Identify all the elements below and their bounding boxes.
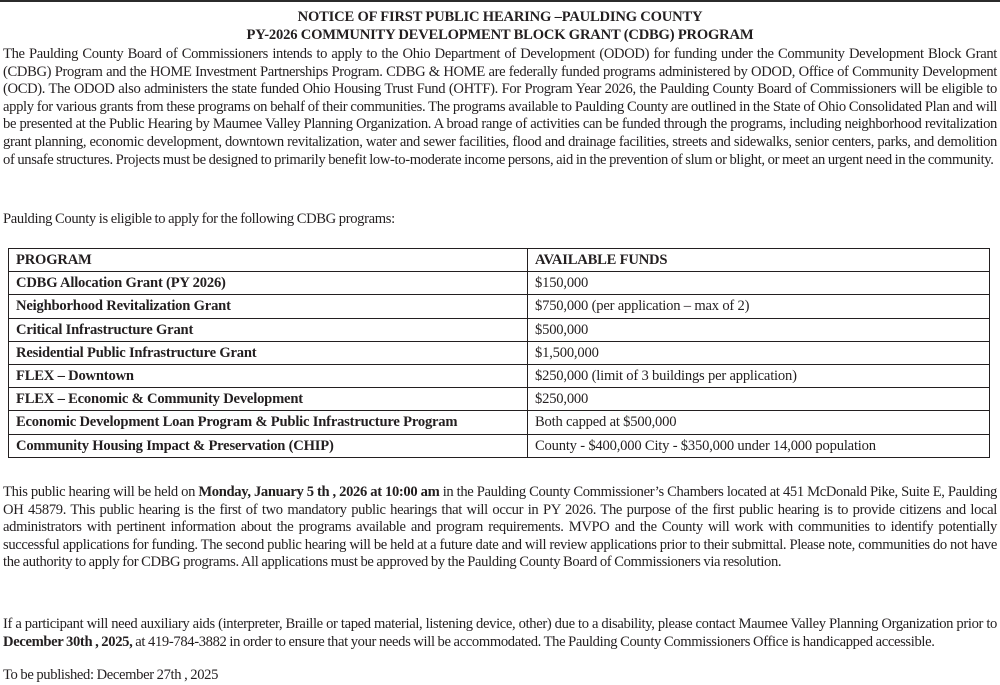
aids-text-body: at 419-784-3882 in order to ensure that your needs will be accommodated. The Paulding County Commissioners Office is handicapped accessible.	[132, 633, 935, 650]
notice-title-line-2: PY-2026 COMMUNITY DEVELOPMENT BLOCK GRANT (CDBG) PROGRAM	[246, 27, 754, 43]
top-border-rule	[0, 0, 1000, 2]
program-name: Residential Public Infrastructure Grant	[9, 341, 528, 364]
program-name: Neighborhood Revitalization Grant	[9, 295, 528, 318]
available-funds: Both capped at $500,000	[528, 411, 990, 434]
eligibility-statement: Paulding County is eligible to apply for the following CDBG programs:	[3, 211, 395, 227]
hearing-details-paragraph	[3, 484, 997, 572]
table-row	[9, 411, 990, 434]
program-name: CDBG Allocation Grant (PY 2026)	[9, 272, 528, 295]
program-funds-table	[8, 248, 990, 458]
table-header-row	[9, 249, 990, 272]
notice-title	[0, 8, 1000, 44]
intro-paragraph: The Paulding County Board of Commissioners intends to apply to the Ohio Department of Development (ODOD) for funding under the Community Development Block Grant (CDBG) Program and the HOME Investment Partnerships Program. CDBG & HOME are federally funded programs administered by ODOD, Office of Community Development (OCD). The ODOD also administers the state funded Ohio Housing Trust Fund (OHTF). For Program Year 2026, the Paulding County Board of Commissioners will be eligible to apply for various grants from these programs on behalf of their communities. The programs available to Paulding County are outlined in the State of Ohio Consolidated Plan and will be presented at the Public Hearing by Maumee Valley Planning Organization. A broad range of activities can be funded through the programs, including neighborhood revitalization grant planning, economic development, downtown revitalization, water and sewer facilities, flood and drainage facilities, streets and sidewalks, senior centers, parks, and demolition of unsafe structures. Projects must be designed to primarily benefit low-to-moderate income persons, aid in the prevention of slum or blight, or meet an urgent need in the community.	[3, 46, 997, 168]
aids-request-deadline: December 30th , 2025,	[3, 633, 133, 650]
table-row	[9, 318, 990, 341]
publication-date: To be published: December 27th , 2025	[3, 667, 219, 683]
hearing-text-body: in the Paulding County Commissioner’s Chambers located at 451 McDonald Pike, Suite E, Paulding OH 45879. This public hearing is the first of two mandatory public hearings that will occur in PY 2026. The purpose of the first public hearing is to provide citizens and local administrators with pertinent information about the programs available and program requirements. MVPO and the County will work with communities to identify potentially successful applications for funding. The second public hearing will be held at a future date and will review applications prior to their submittal. Please note, communities do not have the authority to apply for CDBG programs. All applications must be approved by the Paulding County Board of Commissioners via resolution.	[3, 484, 997, 571]
table-row	[9, 434, 990, 457]
program-name: FLEX – Downtown	[9, 364, 528, 387]
table-row	[9, 295, 990, 318]
available-funds: $1,500,000	[528, 341, 990, 364]
hearing-text-lead: This public hearing will be held on	[3, 484, 199, 500]
notice-title-line-1: NOTICE OF FIRST PUBLIC HEARING –PAULDING COUNTY	[297, 9, 703, 25]
aids-text-lead: If a participant will need auxiliary aids (interpreter, Braille or taped material, listening device, other) due to a disability, please contact Maumee Valley Planning Organization prior to	[3, 616, 997, 632]
program-name: Economic Development Loan Program & Public Infrastructure Program	[9, 411, 528, 434]
hearing-date-time: Monday, January 5 th , 2026 at 10:00 am	[198, 484, 440, 500]
available-funds: $150,000	[528, 272, 990, 295]
available-funds: $250,000 (limit of 3 buildings per application)	[528, 364, 990, 387]
column-header-program: PROGRAM	[9, 249, 528, 272]
table-row	[9, 364, 990, 387]
table-row	[9, 272, 990, 295]
available-funds: $750,000 (per application – max of 2)	[528, 295, 990, 318]
available-funds: $250,000	[528, 388, 990, 411]
column-header-available-funds: AVAILABLE FUNDS	[528, 249, 990, 272]
available-funds: County - $400,000 City - $350,000 under 14,000 population	[528, 434, 990, 457]
program-name: Community Housing Impact & Preservation (CHIP)	[9, 434, 528, 457]
accessibility-paragraph	[3, 616, 997, 651]
program-name: Critical Infrastructure Grant	[9, 318, 528, 341]
table-row	[9, 341, 990, 364]
table-row	[9, 388, 990, 411]
program-name: FLEX – Economic & Community Development	[9, 388, 528, 411]
available-funds: $500,000	[528, 318, 990, 341]
